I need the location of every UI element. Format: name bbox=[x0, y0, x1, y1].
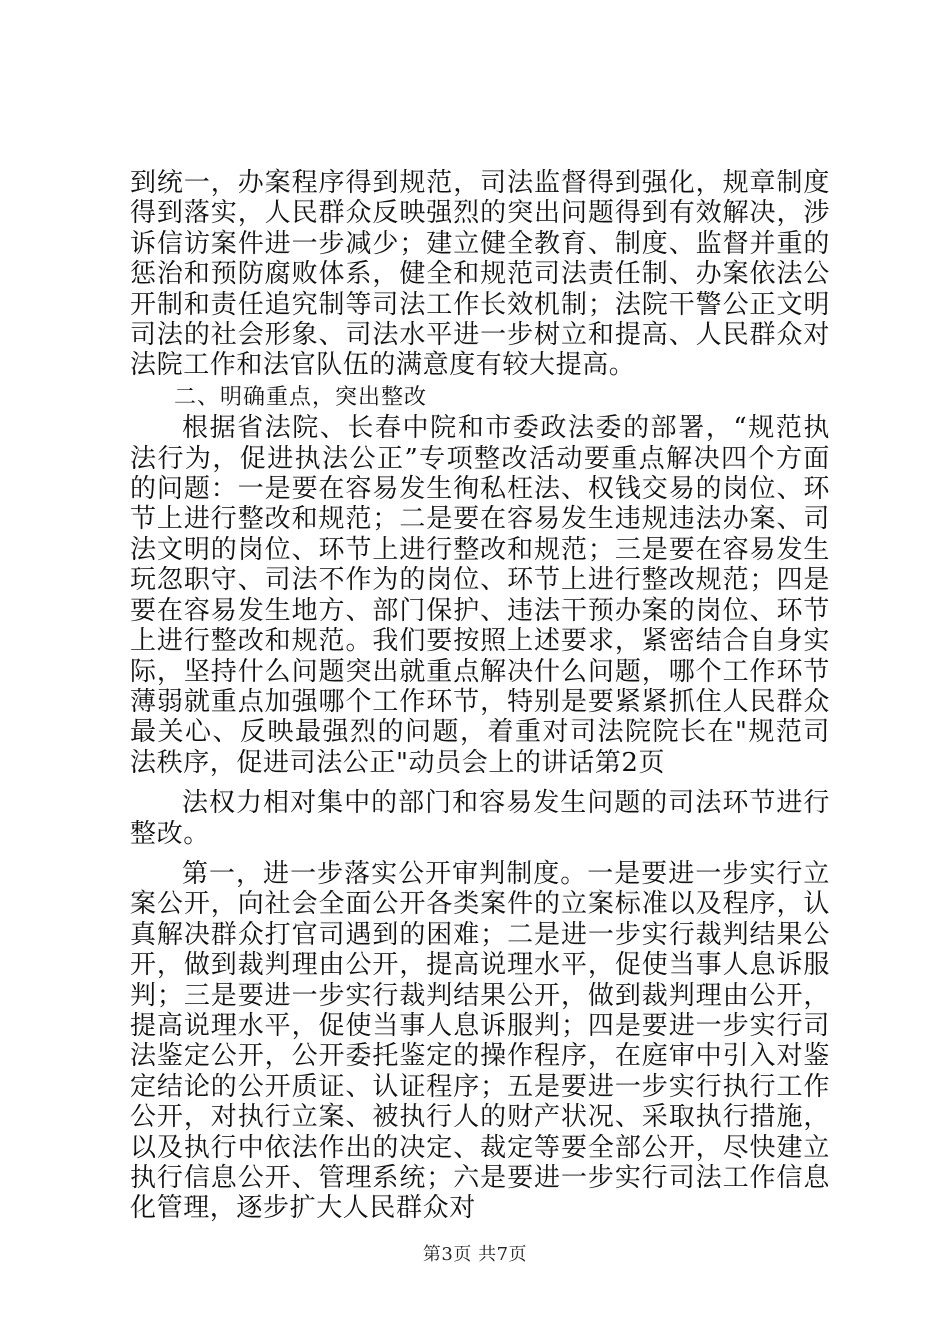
section-heading-two: 二、明确重点，突出整改 bbox=[174, 384, 428, 410]
page-footer: 第3页 共7页 bbox=[422, 1244, 528, 1265]
paragraph-key-issues: 根据省法院、长春中院和市委政法委的部署，“规范执法行为，促进执法公正”专项整改活动要重点解决四个方面的问题：一是要在容易发生徇私枉法、权钱交易的岗位、环节上进行整改和规范；二是要在容易发生违规违法办案、司法文明的岗位、环节上进行整改和规范；三是要在容易发生玩忽职守、司法不作为的岗位、环节上进行整改规范；四是要在容易发生地方、部门保护、违法干预办案的岗位、环节上进行整改和规范。我们要按照上述要求，紧密结合自身实际，坚持什么问题突出就重点解决什么问题，哪个工作环节薄弱就重点加强哪个工作环节，特别是要紧紧抓住人民群众最关心、反映最强烈的问题，着重对司法院院长在"规范司法秩序，促进司法公正"动员会上的讲话第2页 bbox=[130, 413, 830, 778]
document-body bbox=[130, 168, 830, 1224]
paragraph-goals-continued: 到统一，办案程序得到规范，司法监督得到强化，规章制度得到落实，人民群众反映强烈的突出问题得到有效解决，涉诉信访案件进一步减少；建立健全教育、制度、监督并重的惩治和预防腐败体系，健全和规范司法责任制、办案依法公开制和责任追究制等司法工作长效机制；法院干警公正文明司法的社会形象、司法水平进一步树立和提高、人民群众对法院工作和法官队伍的满意度有较大提高。 bbox=[130, 168, 830, 381]
paragraph-open-trial: 第一，进一步落实公开审判制度。一是要进一步实行立案公开，向社会全面公开各类案件的立案标准以及程序，认真解决群众打官司遇到的困难；二是进一步实行裁判结果公开，做到裁判理由公开，提高说理水平，促使当事人息诉服判；三是要进一步实行裁判结果公开，做到裁判理由公开，提高说理水平，促使当事人息诉服判；四是要进一步实行司法鉴定公开，公开委托鉴定的操作程序，在庭审中引入对鉴定结论的公开质证、认证程序；五是要进一步实行执行工作公开，对执行立案、被执行人的财产状况、采取执行措施，以及执行中依法作出的决定、裁定等要全部公开，尽快建立执行信息公开、管理系统；六是要进一步实行司法工作信息化管理，逐步扩大人民群众对 bbox=[130, 858, 830, 1224]
paragraph-judicial-power: 法权力相对集中的部门和容易发生问题的司法环节进行整改。 bbox=[130, 788, 830, 849]
